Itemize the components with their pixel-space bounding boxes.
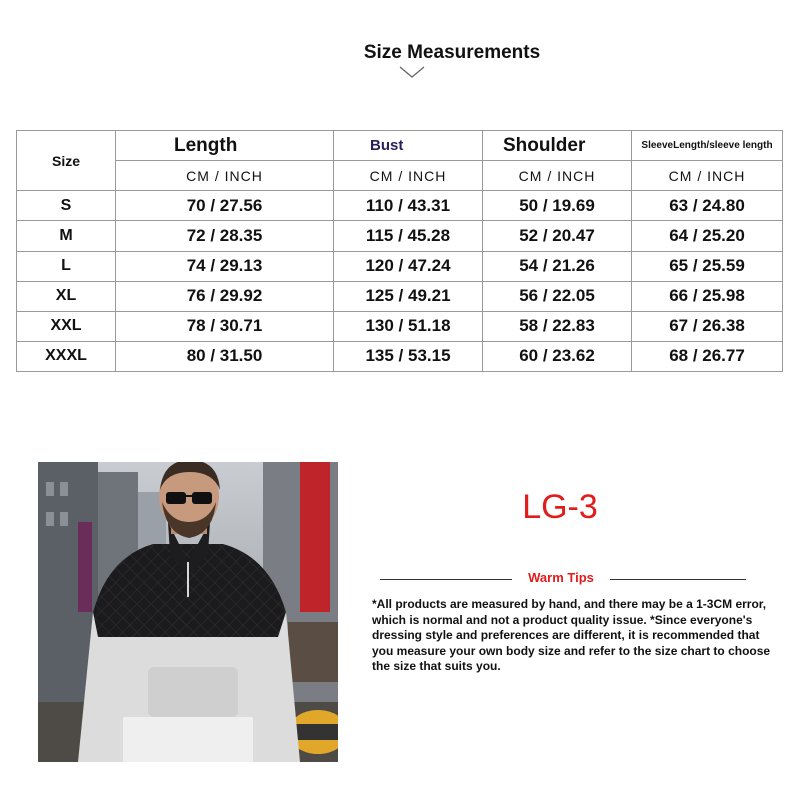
bust-cell: 125 / 49.21 [334,281,483,311]
size-cell: XXL [17,311,116,341]
length-cell: 76 / 29.92 [116,281,334,311]
table-row [17,221,783,251]
shoulder-cell: 50 / 19.69 [483,191,632,221]
sleeve-units: CM / INCH [632,161,783,191]
sleeve-cell: 65 / 25.59 [632,251,783,281]
model-code: LG-3 [522,488,598,526]
sleeve-cell: 67 / 26.38 [632,311,783,341]
divider [610,579,746,580]
size-cell: S [17,191,116,221]
size-chart-table [16,130,783,372]
length-cell: 74 / 29.13 [116,251,334,281]
table-row [17,251,783,281]
shoulder-cell: 56 / 22.05 [483,281,632,311]
sleeve-cell: 66 / 25.98 [632,281,783,311]
table-row [17,281,783,311]
length-cell: 72 / 28.35 [116,221,334,251]
bust-header: Bust [334,131,483,161]
size-cell: M [17,221,116,251]
table-units-row [17,161,783,191]
bust-units: CM / INCH [334,161,483,191]
warm-tips-text: *All products are measured by hand, and there may be a 1-3CM error, which is normal and not a product quality issue. *Since everyone's dressing style and preferences are different, it is recommended that you measure your own body size and refer to the size chart to choose the size that suits you. [372,597,771,673]
sleeve-header: SleeveLength/sleeve length [632,131,783,161]
length-cell: 70 / 27.56 [116,191,334,221]
length-units: CM / INCH [116,161,334,191]
bust-cell: 135 / 53.15 [334,341,483,371]
shoulder-header: Shoulder [483,131,632,161]
size-cell: L [17,251,116,281]
table-row [17,191,783,221]
table-row [17,311,783,341]
page-title: Size Measurements [363,42,541,63]
shoulder-units: CM / INCH [483,161,632,191]
size-cell: XXXL [17,341,116,371]
shoulder-cell: 54 / 21.26 [483,251,632,281]
length-cell: 78 / 30.71 [116,311,334,341]
shoulder-cell: 60 / 23.62 [483,341,632,371]
length-header: Length [116,131,334,161]
bust-cell: 120 / 47.24 [334,251,483,281]
size-cell: XL [17,281,116,311]
bust-cell: 130 / 51.18 [334,311,483,341]
shoulder-cell: 52 / 20.47 [483,221,632,251]
chevron-down-icon [398,64,426,80]
model-photo [38,462,338,762]
length-cell: 80 / 31.50 [116,341,334,371]
shoulder-cell: 58 / 22.83 [483,311,632,341]
divider [380,579,512,580]
bust-cell: 110 / 43.31 [334,191,483,221]
size-header: Size [17,131,116,191]
table-row [17,341,783,371]
sleeve-cell: 68 / 26.77 [632,341,783,371]
sleeve-cell: 63 / 24.80 [632,191,783,221]
sleeve-cell: 64 / 25.20 [632,221,783,251]
bust-cell: 115 / 45.28 [334,221,483,251]
table-header-row [17,131,783,161]
warm-tips-label: Warm Tips [528,570,594,585]
